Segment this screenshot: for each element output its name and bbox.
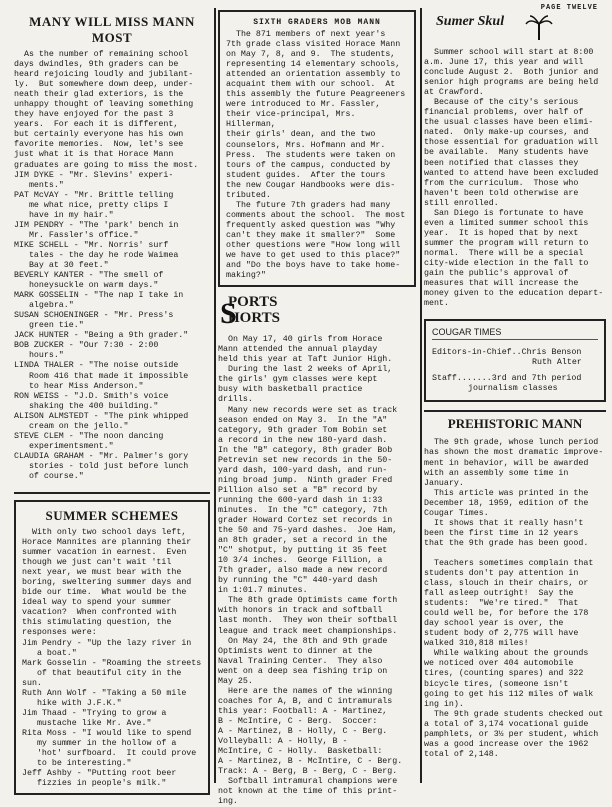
text-line: A - Martinez, B - Holly, C - Berg.	[218, 727, 388, 736]
text-line: tales - the day he rode Waimea	[14, 250, 179, 260]
article-title: MANY WILL MISS MANN MOST	[29, 14, 195, 45]
text-line: senior high programs are being held	[424, 78, 599, 88]
text-line: league and track meet championships.	[218, 626, 398, 636]
text-line: drills.	[218, 395, 253, 405]
text-line: the girls' gym classes were kept	[218, 375, 378, 385]
text-line: was a good increase over the 1962	[424, 739, 589, 749]
masthead-title: COUGAR TIMES	[432, 327, 598, 340]
text-line: algebra."	[14, 301, 74, 311]
text-line: the new Cougar Handbooks were dis-	[226, 180, 396, 190]
text-line: Jim Thaad - "Trying to grow a	[22, 708, 167, 718]
text-line: on May 7, 8, and 9. The students,	[226, 50, 396, 60]
text-line: green tie."	[14, 321, 84, 331]
divider	[424, 410, 606, 412]
text-line: hike with J.F.K."	[22, 698, 122, 708]
text-line: haven't been told otherwise are	[424, 188, 579, 198]
text-line: Bay at 30 feet."	[14, 260, 109, 270]
text-line: they have enjoyed for the past 3	[14, 110, 174, 120]
text-line: In the "B" category, 8th grader Bob	[218, 445, 393, 455]
text-line: On May 24, the 8th and 9th grade	[218, 636, 388, 646]
text-line: Cougar Times.	[424, 508, 489, 518]
page-number: PAGE TWELVE	[540, 4, 598, 12]
editors-line: Editors-in-Chief..Chris Benson	[432, 348, 582, 358]
text-line: bicycle tires, (someone isn't	[424, 679, 569, 689]
staff-line-2: journalism classes	[468, 384, 558, 394]
text-line: December 18, 1959, edition of the	[424, 498, 589, 508]
text-line: ning broad jump. Ninth grader Fred	[218, 475, 393, 485]
text-line: Track: A - Berg, B - Berg, C - Berg.	[218, 767, 398, 777]
text-line: coaches for A, B, and C intramurals	[218, 696, 393, 706]
text-line: The 871 members of next year's	[226, 30, 386, 39]
text-line: unhappy thought of leaving something	[14, 100, 194, 110]
text-line: to hear Miss Anderson."	[14, 381, 144, 391]
text-line: A - Martinez, B - McIntire, C - Berg.	[218, 757, 403, 767]
text-line: The 9th grade, whose lunch period	[424, 438, 599, 448]
summer-school-heading	[424, 14, 606, 48]
text-line: money given to the education depart-	[424, 289, 604, 299]
text-line: class, slouch in their chairs, or	[424, 579, 589, 589]
text-line: been the first time in 12 years	[424, 528, 579, 538]
text-line: Naval Training Center. They also	[218, 656, 383, 666]
text-line: January.	[424, 478, 464, 488]
text-line: stories - told just before lunch	[14, 461, 189, 471]
text-line: boring, sweltering summer days and	[22, 578, 192, 588]
text-line: ing.	[218, 797, 238, 807]
text-line: nated. Only make-up courses, and	[424, 128, 589, 138]
text-line: running the 600-yard dash in 1:33	[218, 495, 383, 505]
text-line: This article was printed in the	[424, 488, 589, 498]
text-line: acquaint them with our school. At	[226, 80, 396, 90]
column-rule	[420, 8, 422, 783]
text-line: normal. There will be a special	[424, 248, 584, 258]
article-body	[424, 48, 606, 309]
text-line: season ended on May 3. In the "A"	[218, 415, 388, 425]
sports-title-bottom: HORTS	[228, 310, 280, 327]
text-line: San Diego is fortunate to have	[424, 208, 584, 218]
text-line: 7th grader, also made a new record	[218, 566, 388, 576]
text-line: students don't pay attention in	[424, 569, 579, 579]
text-line: next year, we must bear with the	[22, 568, 182, 578]
text-line: ment.	[424, 299, 449, 309]
text-line: we noticed over 404 automobile	[424, 659, 574, 669]
text-line: frequently asked question was "Why	[226, 220, 396, 230]
text-line: years. For each it is different,	[14, 120, 179, 130]
text-line: conclude August 2. Both junior and	[424, 68, 599, 78]
text-line: and "Do the boys have to take home-	[226, 261, 401, 271]
sports-title-top: PORTS	[228, 294, 278, 311]
text-line: that the 9th grade has been good.	[424, 538, 589, 548]
text-line: ments."	[14, 180, 64, 190]
text-line: days dwindles, 9th graders can be	[14, 60, 179, 70]
text-line: gain the public's approval of	[424, 269, 569, 279]
summer-schemes-box	[14, 500, 210, 795]
text-line: student body of 2,775 will have	[424, 629, 579, 639]
text-line: me what nice, pretty clips I	[14, 200, 169, 210]
text-line: Room 416 that made it impossible	[14, 371, 189, 381]
text-line: The 8th grade Optimists came forth	[218, 596, 398, 606]
text-line: experimentsment."	[14, 441, 114, 451]
text-line: this year: Football: A - Martinez,	[218, 706, 388, 716]
text-line: with honors in track and softball	[218, 606, 383, 616]
text-line: just what it is that Horace Mann	[14, 150, 174, 160]
text-line: On May 17, 40 girls from Horace	[218, 335, 383, 345]
text-line: Ruth Ann Wolf - "Taking a 50 mile	[22, 688, 187, 698]
text-line: with an assembly some time in	[424, 468, 569, 478]
article-body	[424, 438, 606, 760]
text-line: LINDA THALER - "The noise outside	[14, 361, 179, 371]
sports-shorts-heading	[218, 295, 416, 331]
text-line: Mann attended the annual playday	[218, 345, 378, 355]
text-line: Softball intramural champions were	[218, 777, 398, 787]
text-line: "C" shotput, by putting it 35 feet	[218, 546, 388, 556]
text-line: While walking about the grounds	[424, 649, 589, 659]
text-line: ly. But somewhere down deep, under-	[14, 80, 194, 90]
text-line: minutes. In the "C" category, 7th	[218, 505, 388, 515]
text-line: vacation? When confronted with	[22, 608, 177, 618]
text-line: Teachers sometimes complain that	[424, 558, 594, 568]
text-line: shaking the 400 building."	[14, 401, 159, 411]
text-line: wanted to attend have been excluded	[424, 168, 599, 178]
text-line: attended an orientation assembly to	[226, 70, 401, 80]
column-left	[14, 0, 210, 795]
text-line: MIKE SCHELL - "Mr. Norris' surf	[14, 240, 169, 250]
text-line: pamphlets, or 3½ per student, which	[424, 729, 599, 739]
article-body	[226, 30, 408, 281]
text-line: Mr. Fassler's office."	[14, 230, 139, 240]
text-line: have in my hair."	[14, 210, 114, 220]
text-line: BOB ZUCKER - "Our 7:30 - 2:00	[14, 341, 159, 351]
text-line: could well be, for before the 178	[424, 609, 589, 619]
text-line: B - McIntire, C - Berg. Soccer:	[218, 716, 378, 726]
text-line: It shows that it really hasn't	[424, 518, 584, 528]
text-line: of course."	[14, 471, 84, 481]
text-line: the 50 and 75-yard dashes. Joe Ham,	[218, 526, 398, 536]
text-line: city-wide election in the fall to	[424, 258, 589, 268]
text-line: responses were:	[22, 628, 97, 638]
text-line: The 9th grade students checked out	[424, 709, 604, 719]
text-line: students: "We're tired." That	[424, 599, 579, 609]
text-line: still enrolled.	[424, 198, 499, 208]
text-line: not known at the time of this print-	[218, 787, 398, 797]
text-line: STEVE CLEM - "The noon dancing	[14, 431, 164, 441]
text-line: tours of the campus, conducted by	[226, 160, 391, 170]
text-line: Volleyball: A - Holly, B -	[218, 737, 348, 747]
text-line: making?"	[226, 271, 266, 281]
text-line: their girls' dean, and the two	[226, 130, 376, 140]
text-line: fizzies in people's milk."	[22, 779, 167, 789]
text-line: Horace Mannites are planning their	[22, 538, 192, 548]
article-body	[14, 50, 210, 482]
text-line: McIntire, C - Holly. Basketball:	[218, 747, 383, 757]
article-title: SUMMER SCHEMES	[45, 508, 179, 524]
text-line: comments about the school. The most	[226, 210, 406, 220]
text-line: Mark Gosselin - "Roaming the streets	[22, 658, 202, 668]
text-line: total of 2,148.	[424, 749, 499, 759]
text-line: going to get his 112 miles of walk	[424, 689, 594, 699]
text-line: busy with basketball practice	[218, 385, 363, 395]
palm-tree-icon	[524, 14, 554, 42]
text-line: bide our time. What would be the	[22, 588, 187, 598]
text-line: tires, (counting spares) and 322	[424, 669, 584, 679]
text-line: has shown the most dramatic improve-	[424, 448, 604, 458]
text-line: Here are the names of the winning	[218, 686, 393, 696]
text-line: day school year is over, the	[424, 619, 564, 629]
text-line: last month. They won their softball	[218, 616, 398, 626]
text-line: RON WEISS - "J.D. Smith's voice	[14, 391, 169, 401]
text-line: hours."	[14, 351, 64, 361]
text-line: Press. The students were taken on	[226, 150, 396, 160]
text-line: other questions were "How long will	[226, 240, 401, 250]
text-line: favorite memories. Now, let's see	[14, 140, 184, 150]
article-title: Sumer Skul	[436, 14, 505, 29]
text-line: graduates are going to miss the most.	[14, 160, 199, 170]
text-line: The future 7th graders had many	[226, 200, 391, 210]
text-line: the usual classes have been elimi-	[424, 118, 594, 128]
text-line: representing 14 elementary schools,	[226, 60, 401, 70]
article-title: SIXTH GRADERS MOB MANN	[253, 18, 381, 27]
staff-line: Staff.......3rd and 7th period	[432, 374, 582, 384]
text-line	[424, 549, 606, 559]
text-line: CLAUDIA GRAHAM - "Mr. Palmer's gory	[14, 451, 189, 461]
text-line: ideal way to spend your summer	[22, 598, 172, 608]
text-line: this stimulating question, the	[22, 618, 172, 628]
text-line: a total of 3,174 vocational guide	[424, 719, 589, 729]
text-line: held this year at Taft Junior High.	[218, 355, 393, 365]
text-line: summer the program will return to	[424, 238, 589, 248]
text-line: BEVERLY KANTER - "The smell of	[14, 271, 164, 281]
text-line: SUSAN SCHOENINGER - "Mr. Press's	[14, 311, 174, 321]
text-line: Petrevin set new records in the 50-	[218, 455, 393, 465]
text-line: 7th grade class visited Horace Mann	[226, 40, 401, 50]
text-line: JACK HUNTER - "Being a 9th grader."	[14, 331, 189, 341]
text-line: JIM DYKE - "Mr. Slevins' experi-	[14, 170, 174, 180]
text-line: As the number of remaining school	[14, 50, 189, 59]
text-line: With only two school days left,	[22, 528, 187, 538]
masthead-box	[424, 319, 606, 402]
text-line: a boat."	[22, 648, 77, 658]
text-line: in 1:01.7 minutes.	[218, 586, 308, 596]
article-title: PREHISTORIC MANN	[447, 416, 583, 432]
text-line: even a limited summer school this	[424, 218, 589, 228]
column-rule	[214, 8, 216, 783]
article-body	[218, 335, 416, 807]
text-line: student guides. After the tours	[226, 170, 386, 180]
text-line: from the curriculum. Those who	[424, 178, 579, 188]
column-right	[424, 0, 606, 760]
text-line: of that beautiful city in the sun.	[22, 668, 187, 688]
divider	[14, 492, 210, 494]
text-line: PAT McVAY - "Mr. Brittle telling	[14, 190, 174, 200]
text-line: Many new records were set as track	[218, 405, 398, 415]
text-line: to be interesting."	[22, 759, 132, 769]
svg-text:S: S	[220, 297, 237, 331]
text-line: counselors, Mrs. Hofmann and Mr.	[226, 140, 386, 150]
text-line: yard dash, 100-yard dash, and run-	[218, 465, 388, 475]
text-line: those essential for graduation will	[424, 138, 599, 148]
text-line: Jeff Ashby - "Putting root beer	[22, 769, 177, 779]
text-line: but certainly everyone has his own	[14, 130, 184, 140]
text-line: category, 9th grader Tom Bobin set	[218, 425, 388, 435]
text-line: cream on the jello."	[14, 421, 129, 431]
text-line: grader Howard Cortez set records in	[218, 516, 393, 526]
text-line: year. It is hoped that by next	[424, 228, 579, 238]
article-body	[22, 528, 202, 789]
text-line: tributed.	[226, 190, 271, 200]
text-line: summer vacation in earnest. Even	[22, 548, 187, 558]
text-line: MARK GOSSELIN - "The nap I take in	[14, 291, 184, 301]
text-line: JIM PENDRY - "The 'park' bench in	[14, 220, 179, 230]
text-line: Summer school will start at 8:00	[424, 48, 594, 57]
text-line: were introduced to Mr. Fassler,	[226, 100, 381, 110]
text-line: Pillion also set a "B" record by	[218, 485, 378, 495]
text-line: though we just can't wait 'til	[22, 558, 172, 568]
text-line: ALISON ALMSTEDT - "The pink whipped	[14, 411, 189, 421]
text-line: we have to get used to this place?"	[226, 251, 401, 261]
text-line: an 8th grader, set a record in the	[218, 536, 388, 546]
text-line: been notified that classes they	[424, 158, 579, 168]
text-line: May 25.	[218, 676, 253, 686]
text-line: this assembly the future Peagreeners	[226, 90, 406, 100]
text-line: ment in behavior, will be awarded	[424, 458, 589, 468]
text-line: During the last 2 weeks of April,	[218, 365, 393, 375]
text-line: walked 310,818 miles!	[424, 639, 529, 649]
text-line: at Crawford.	[424, 88, 484, 98]
column-middle	[218, 0, 416, 807]
text-line: can't they make it smaller?" Some	[226, 230, 396, 240]
text-line: fall asleep outright! Say the	[424, 589, 574, 599]
text-line: a record in the new 180-yard dash.	[218, 435, 388, 445]
sixth-graders-box	[218, 10, 416, 287]
text-line: a.m. June 17, this year and will	[424, 58, 584, 68]
text-line: neath their glad exteriors, is the	[14, 90, 184, 100]
text-line: by running the "C" 440-yard dash	[218, 576, 378, 586]
text-line: mustache like Mr. Ave."	[22, 718, 152, 728]
editors-line-2: Ruth Alter	[532, 358, 582, 368]
text-line: Optimists went to dinner at the	[218, 646, 373, 656]
text-line: Jim Pendry - "Up the lazy river in	[22, 638, 192, 648]
text-line: financial problems, over half of	[424, 108, 584, 118]
text-line: Rita Moss - "I would like to spend	[22, 728, 192, 738]
text-line: be available. Many students have	[424, 148, 589, 158]
text-line: ing in).	[424, 699, 464, 709]
text-line: honeysuckle on warm days."	[14, 281, 159, 291]
text-line: 10 3/4 inches. George Fillion, a	[218, 556, 383, 566]
text-line: heard rejoicing loudly and jubilant-	[14, 70, 194, 80]
text-line: my summer in the hollow of a	[22, 739, 177, 748]
text-line: went on a deep sea fishing trip on	[218, 666, 388, 676]
text-line: their vice-principal, Mrs. Hillerman,	[226, 110, 361, 130]
text-line: 'hot' surfboard. It could prove	[22, 749, 197, 759]
text-line: Because of the city's serious	[424, 98, 579, 108]
text-line: measures that will increase the	[424, 279, 579, 289]
